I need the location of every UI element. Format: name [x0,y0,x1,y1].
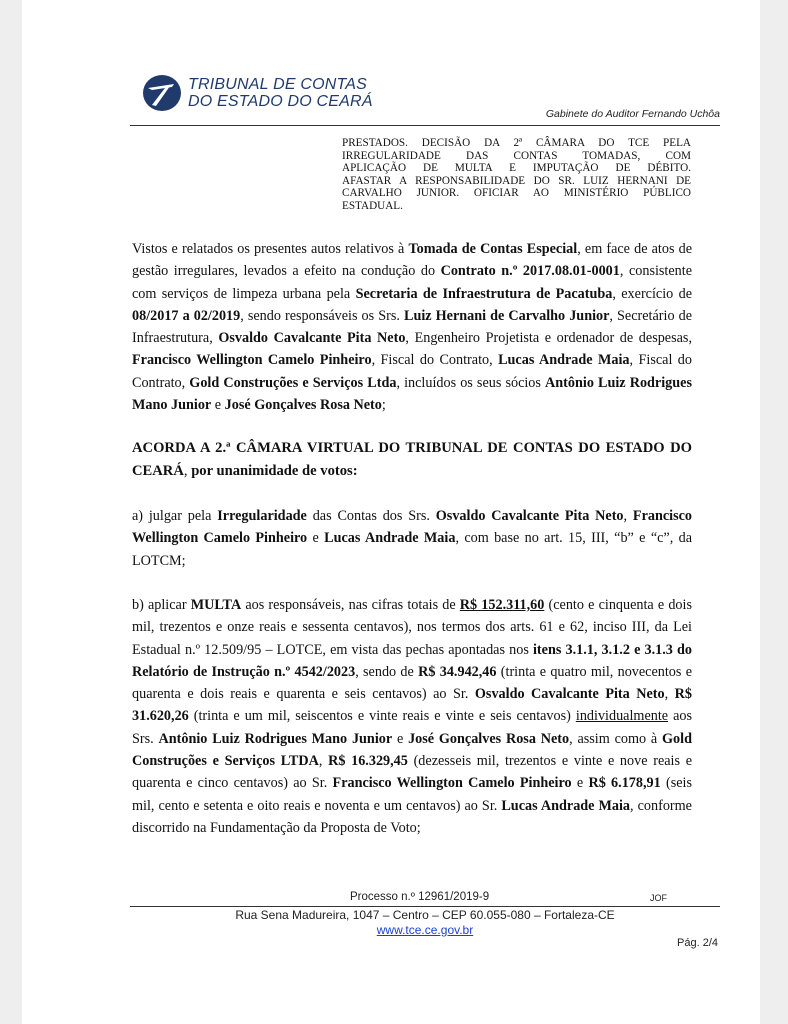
footer-website [130,923,720,937]
ementa-line: CARVALHO JUNIOR. OFICIAR AO MINISTÉRIO PÚBLICO [342,187,691,200]
ementa-line: PRESTADOS. DECISÃO DA 2ª CÂMARA DO TCE PELA [342,137,691,149]
website-link[interactable]: www.tce.ce.gov.br [376,923,474,937]
ementa-line: AFASTAR A RESPONSABILIDADE DO SR. LUIZ HERNANI DE [342,174,691,187]
ementa-block [342,137,691,213]
logo-line-1: TRIBUNAL DE CONTAS [188,76,368,93]
ementa-line: APLICAÇÃO DE MULTA E IMPUTAÇÃO DE DÉBITO. [342,162,691,175]
footer-processo: Processo n.º 12961/2019-9 [350,891,490,903]
item-a-paragraph: a) julgar pela Irregularidade das Contas dos Srs. Osvaldo Cavalcante Pita Neto, Francisco Wellington Camelo Pinheiro e Lucas Andrade Maia, com base no art. 15, III, “b” e “c”, da LOTCM; [132,508,693,569]
document-page [22,0,760,1024]
tce-emblem-icon [142,74,182,112]
ementa-line: IRREGULARIDADE DAS CONTAS TOMADAS, COM [342,149,691,162]
header-divider [130,125,720,126]
footer-divider [130,906,720,907]
ementa-line: ESTADUAL. [342,199,403,212]
gabinete-label: Gabinete do Auditor Fernando Uchôa [545,108,720,120]
item-b-paragraph: b) aplicar MULTA aos responsáveis, nas cifras totais de R$ 152.311,60 (cento e cinquenta e dois mil, trezentos e onze reais e sessenta centavos), nos termos dos arts. 61 e 62, inciso III, da Lei Estadual n.º 12.509/95 – LOTCE, em vista das pechas apontadas nos itens 3.1.1, 3.1.2 e 3.1.3 do Relatório de Instrução n.º 4542/2023, sendo de R$ 34.942,46 (trinta e quatro mil, novecentos e quarenta e dois reais e quarenta e seis centavos) ao Sr. Osvaldo Cavalcante Pita Neto, R$ 31.620,26 (trinta e um mil, seiscentos e vinte reais e vinte e seis centavos) individualmente aos Srs. Antônio Luiz Rodrigues Mano Junior e José Gonçalves Rosa Neto, assim como à Gold Construções e Serviços LTDA, R$ 16.329,45 (dezesseis mil, trezentos e vinte e nove reais e quarenta e cinco centavos) ao Sr. Francisco Wellington Camelo Pinheiro e R$ 6.178,91 (seis mil, cento e setenta e oito reais e noventa e um centavos) ao Sr. Lucas Andrade Maia, conforme discorrido na Fundamentação da Proposta de Voto; [132,597,693,836]
acorda-heading: ACORDA A 2.ª CÂMARA VIRTUAL DO TRIBUNAL DE CONTAS DO ESTADO DO CEARÁ, por unanimidade de votos: [132,440,692,479]
page-number: Pág. 2/4 [677,937,718,949]
vistos-paragraph: Vistos e relatados os presentes autos relativos à Tomada de Contas Especial, em face de atos de gestão irregulares, levados a efeito na condução do Contrato n.º 2017.08.01-0001, consistente com serviços de limpeza urbana pela Secretaria de Infraestrutura de Pacatuba, exercício de 08/2017 a 02/2019, sendo responsáveis os Srs. Luiz Hernani de Carvalho Junior, Secretário de Infraestrutura, Osvaldo Cavalcante Pita Neto, Engenheiro Projetista e ordenador de despesas, Francisco Wellington Camelo Pinheiro, Fiscal do Contrato, Lucas Andrade Maia, Fiscal do Contrato, Gold Construções e Serviços Ltda, incluídos os seus sócios Antônio Luiz Rodrigues Mano Junior e José Gonçalves Rosa Neto; [132,241,692,414]
logo-text [188,76,373,110]
logo-line-2: DO ESTADO DO CEARÁ [188,93,373,110]
footer-initials: JOF [650,893,667,903]
footer-address: Rua Sena Madureira, 1047 – Centro – CEP 60.055-080 – Fortaleza-CE [235,908,615,922]
tce-logo [142,74,372,114]
